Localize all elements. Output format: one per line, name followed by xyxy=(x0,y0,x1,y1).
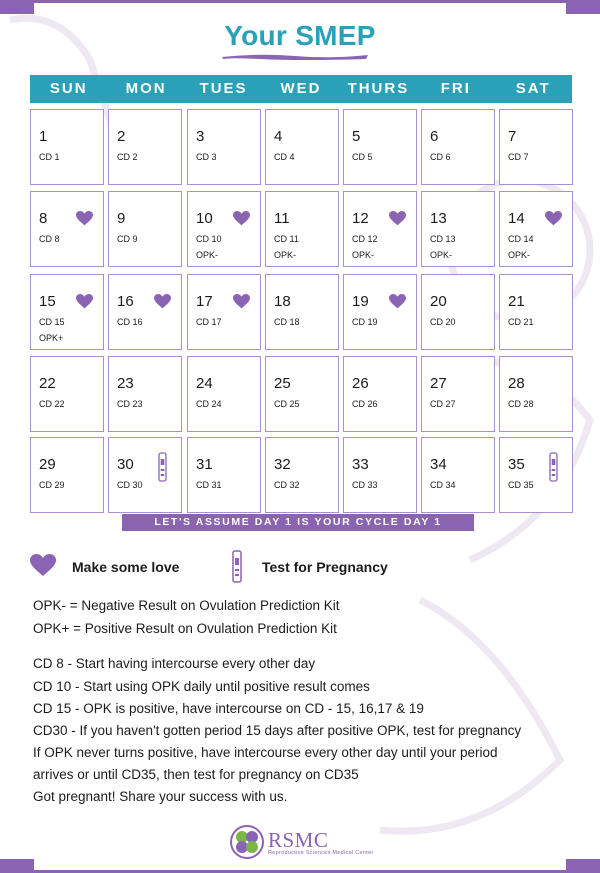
pregnancy-test-icon xyxy=(232,550,242,583)
day-number: 22 xyxy=(39,375,56,392)
calendar-day-4 xyxy=(265,109,339,185)
cycle-day-label: CD 16 xyxy=(117,317,143,327)
weekday-label: MON xyxy=(125,80,167,97)
cycle-day-label: CD 20 xyxy=(430,317,456,327)
weekday-label: FRI xyxy=(440,80,471,97)
cycle-day-label: CD 19 xyxy=(352,317,378,327)
calendar-day-2 xyxy=(108,109,182,185)
cycle-day-label: CD 34 xyxy=(430,480,456,490)
calendar-day-17 xyxy=(187,274,261,350)
cycle-banner: LET'S ASSUME DAY 1 IS YOUR CYCLE DAY 1 xyxy=(122,514,474,531)
opk-result: OPK- xyxy=(508,250,531,260)
day-number: 27 xyxy=(430,375,447,392)
cycle-day-label: CD 33 xyxy=(352,480,378,490)
calendar-day-30 xyxy=(108,437,182,513)
key-opk-negative: OPK- = Negative Result on Ovulation Prediction Kit xyxy=(33,598,340,613)
calendar-day-20 xyxy=(421,274,495,350)
calendar-day-14 xyxy=(499,191,573,267)
day-number: 13 xyxy=(430,210,447,227)
calendar-day-6 xyxy=(421,109,495,185)
calendar-day-32 xyxy=(265,437,339,513)
heart-icon xyxy=(30,554,56,577)
cycle-day-label: CD 32 xyxy=(274,480,300,490)
heart-icon xyxy=(389,294,406,309)
top-border xyxy=(0,0,600,3)
opk-result: OPK- xyxy=(352,250,375,260)
calendar-day-35 xyxy=(499,437,573,513)
cycle-day-label: CD 27 xyxy=(430,399,456,409)
calendar-day-22 xyxy=(30,356,104,432)
cycle-day-label: CD 28 xyxy=(508,399,534,409)
calendar-day-29 xyxy=(30,437,104,513)
cycle-day-label: CD 5 xyxy=(352,152,373,162)
day-number: 18 xyxy=(274,293,291,310)
day-number: 9 xyxy=(117,210,126,227)
calendar-day-7 xyxy=(499,109,573,185)
cycle-day-label: CD 14 xyxy=(508,234,534,244)
calendar-day-33 xyxy=(343,437,417,513)
day-number: 30 xyxy=(117,456,134,473)
calendar-day-27 xyxy=(421,356,495,432)
day-number: 35 xyxy=(508,456,525,473)
instruction-line: If OPK never turns positive, have intercourse every other day until your period xyxy=(33,745,498,760)
day-number: 21 xyxy=(508,293,525,310)
weekday-header xyxy=(30,75,572,103)
day-number: 7 xyxy=(508,128,517,145)
calendar-day-24 xyxy=(187,356,261,432)
day-number: 8 xyxy=(39,210,48,227)
cycle-day-label: CD 24 xyxy=(196,399,222,409)
title-underline xyxy=(220,51,370,61)
instruction-line: arrives or until CD35, then test for pregnancy on CD35 xyxy=(33,767,359,782)
heart-icon xyxy=(154,294,171,309)
day-number: 16 xyxy=(117,293,134,310)
day-number: 15 xyxy=(39,293,56,310)
day-number: 24 xyxy=(196,375,213,392)
day-number: 12 xyxy=(352,210,369,227)
instruction-line: Got pregnant! Share your success with us. xyxy=(33,789,288,804)
cycle-day-label: CD 15 xyxy=(39,317,65,327)
pregnancy-test-icon xyxy=(158,452,167,482)
calendar-day-23 xyxy=(108,356,182,432)
cycle-day-label: CD 11 xyxy=(274,234,299,244)
cycle-day-label: CD 4 xyxy=(274,152,295,162)
cycle-day-label: CD 29 xyxy=(39,480,65,490)
cycle-day-label: CD 31 xyxy=(196,480,222,490)
cycle-day-label: CD 10 xyxy=(196,234,222,244)
cycle-day-label: CD 8 xyxy=(39,234,60,244)
cycle-day-label: CD 9 xyxy=(117,234,138,244)
day-number: 3 xyxy=(196,128,205,145)
day-number: 32 xyxy=(274,456,291,473)
weekday-label: SAT xyxy=(515,80,551,97)
calendar-day-10 xyxy=(187,191,261,267)
corner-accent-top-right xyxy=(566,0,600,14)
weekday-label: THURS xyxy=(347,80,410,97)
logo-name: RSMC xyxy=(268,828,329,852)
calendar-day-15 xyxy=(30,274,104,350)
calendar-day-31 xyxy=(187,437,261,513)
cycle-day-label: CD 18 xyxy=(274,317,300,327)
day-number: 28 xyxy=(508,375,525,392)
cycle-day-label: CD 12 xyxy=(352,234,378,244)
calendar-day-25 xyxy=(265,356,339,432)
calendar-day-28 xyxy=(499,356,573,432)
opk-result: OPK- xyxy=(196,250,219,260)
calendar-day-34 xyxy=(421,437,495,513)
day-number: 19 xyxy=(352,293,369,310)
weekday-label: TUES xyxy=(199,80,248,97)
cycle-day-label: CD 3 xyxy=(196,152,217,162)
cycle-day-label: CD 7 xyxy=(508,152,529,162)
calendar-day-3 xyxy=(187,109,261,185)
calendar-day-9 xyxy=(108,191,182,267)
cycle-day-label: CD 6 xyxy=(430,152,451,162)
day-number: 17 xyxy=(196,293,213,310)
heart-icon xyxy=(233,294,250,309)
heart-icon xyxy=(389,211,406,226)
opk-result: OPK- xyxy=(274,250,297,260)
corner-accent-bottom-left xyxy=(0,859,34,873)
day-number: 5 xyxy=(352,128,361,145)
heart-icon xyxy=(76,211,93,226)
instruction-line: CD 10 - Start using OPK daily until positive result comes xyxy=(33,679,370,694)
cycle-day-label: CD 1 xyxy=(39,152,60,162)
heart-icon xyxy=(76,294,93,309)
day-number: 26 xyxy=(352,375,369,392)
day-number: 1 xyxy=(39,128,48,145)
instruction-line: CD30 - If you haven't gotten period 15 days after positive OPK, test for pregnancy xyxy=(33,723,522,738)
calendar-day-19 xyxy=(343,274,417,350)
cycle-day-label: CD 21 xyxy=(508,317,534,327)
calendar-day-16 xyxy=(108,274,182,350)
day-number: 10 xyxy=(196,210,213,227)
calendar-day-11 xyxy=(265,191,339,267)
cycle-day-label: CD 2 xyxy=(117,152,138,162)
calendar-day-21 xyxy=(499,274,573,350)
day-number: 25 xyxy=(274,375,291,392)
day-number: 20 xyxy=(430,293,447,310)
opk-result: OPK- xyxy=(430,250,453,260)
heart-icon xyxy=(233,211,250,226)
page-title: Your SMEP xyxy=(224,20,376,51)
day-number: 34 xyxy=(430,456,447,473)
heart-icon xyxy=(545,211,562,226)
rsmc-logo-icon xyxy=(230,825,264,859)
day-number: 31 xyxy=(196,456,213,473)
legend-test-label: Test for Pregnancy xyxy=(262,559,388,575)
cycle-day-label: CD 23 xyxy=(117,399,143,409)
calendar-day-1 xyxy=(30,109,104,185)
day-number: 14 xyxy=(508,210,525,227)
opk-result: OPK+ xyxy=(39,333,64,343)
weekday-label: WED xyxy=(280,80,322,97)
calendar-day-26 xyxy=(343,356,417,432)
pregnancy-test-icon xyxy=(549,452,558,482)
day-number: 29 xyxy=(39,456,56,473)
cycle-day-label: CD 26 xyxy=(352,399,378,409)
cycle-day-label: CD 30 xyxy=(117,480,143,490)
legend-love-label: Make some love xyxy=(72,559,180,575)
day-number: 6 xyxy=(430,128,439,145)
logo-subtitle: Reproductive Sciences Medical Center xyxy=(268,850,374,856)
cycle-day-label: CD 35 xyxy=(508,480,534,490)
cycle-day-label: CD 22 xyxy=(39,399,65,409)
corner-accent-top-left xyxy=(0,0,34,14)
cycle-day-label: CD 13 xyxy=(430,234,456,244)
calendar-day-13 xyxy=(421,191,495,267)
instruction-line: CD 8 - Start having intercourse every other day xyxy=(33,656,316,671)
cycle-day-label: CD 17 xyxy=(196,317,222,327)
day-number: 2 xyxy=(117,128,126,145)
cycle-day-label: CD 25 xyxy=(274,399,300,409)
key-opk-positive: OPK+ = Positive Result on Ovulation Prediction Kit xyxy=(33,621,337,636)
day-number: 23 xyxy=(117,375,134,392)
calendar-day-5 xyxy=(343,109,417,185)
calendar-day-12 xyxy=(343,191,417,267)
instruction-line: CD 15 - OPK is positive, have intercourse on CD - 15, 16,17 & 19 xyxy=(33,701,424,716)
day-number: 4 xyxy=(274,128,283,145)
calendar-day-8 xyxy=(30,191,104,267)
weekday-label: SUN xyxy=(49,80,88,97)
corner-accent-bottom-right xyxy=(566,859,600,873)
day-number: 11 xyxy=(274,210,290,227)
day-number: 33 xyxy=(352,456,369,473)
calendar-day-18 xyxy=(265,274,339,350)
